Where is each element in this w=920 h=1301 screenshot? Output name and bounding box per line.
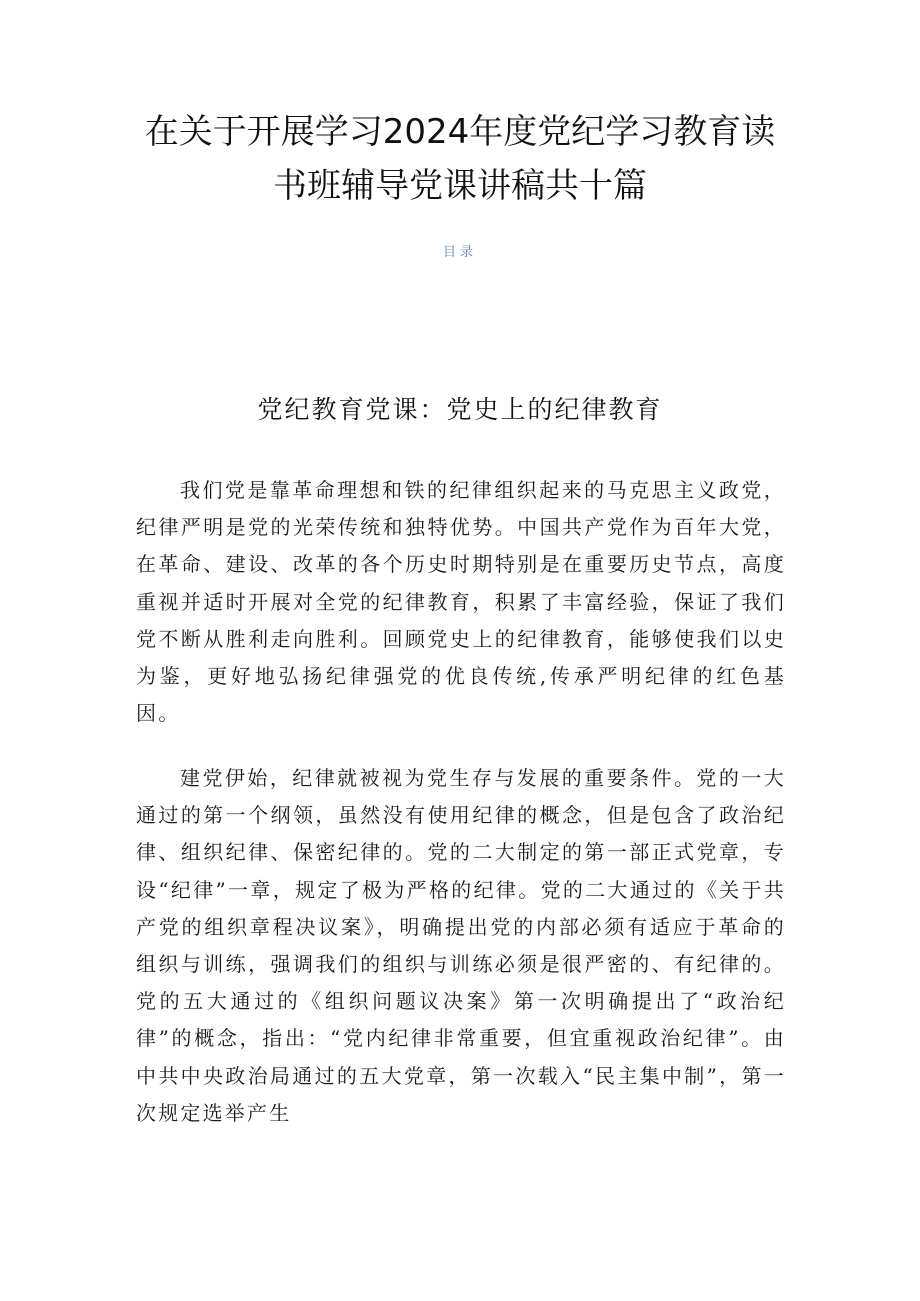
body-paragraph-1: 我们党是靠革命理想和铁的纪律组织起来的马克思主义政党，纪律严明是党的光荣传统和独特优势。中国共产党作为百年大党，在革命、建设、改革的各个历史时期特别是在重要历史节点，高度重视并适时开展对全党的纪律教育，积累了丰富经验，保证了我们党不断从胜利走向胜利。回顾党史上的纪律教育，能够使我们以史为鉴，更好地弘扬纪律强党的优良传统,传承严明纪律的红色基因。 (136, 478, 786, 726)
body-paragraph-2: 建党伊始，纪律就被视为党生存与发展的重要条件。党的一大通过的第一个纲领，虽然没有使用纪律的概念，但是包含了政治纪律、组织纪律、保密纪律的。党的二大制定的第一部正式党章，专设“纪律”一章，规定了极为严格的纪律。党的二大通过的《关于共产党的组织章程决议案》，明确提出党的内部必须有适应于革命的组织与训练，强调我们的组织与训练必须是很严密的、有纪律的。党的五大通过的《组织问题议决案》第一次明确提出了“政治纪律”的概念，指出：“党内纪律非常重要，但宜重视政治纪律”。由中共中央政治局通过的五大党章，第一次载入“民主集中制”，第一次规定选举产生 (136, 766, 786, 1125)
document-title-line-1: 在关于开展学习2024年度党纪学习教育读 (144, 112, 776, 152)
table-of-contents-label: 目录 (442, 245, 477, 260)
section-title: 党纪教育党课：党史上的纪律教育 (257, 395, 663, 424)
document-title-line-2: 书班辅导党课讲稿共十篇 (273, 166, 647, 206)
